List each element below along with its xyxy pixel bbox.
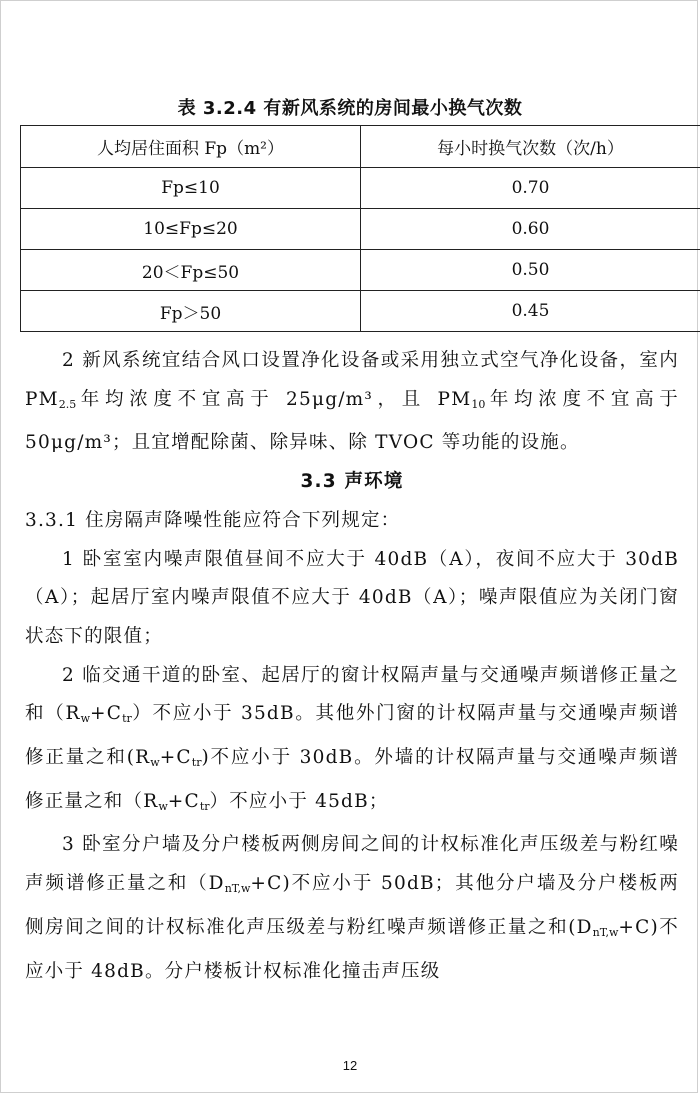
table-row	[21, 168, 700, 209]
air-change-table	[20, 125, 700, 332]
table-header-row	[21, 126, 700, 168]
cell-area: Fp≤10	[21, 168, 361, 209]
item-1: 1 卧室室内噪声限值昼间不应大于 40dB（A），夜间不应大于 30dB（A）；起居厅室内噪声限值不应大于 40dB（A）；噪声限值应为关闭门窗状态下的限值；	[25, 548, 679, 647]
body-text	[25, 342, 679, 991]
table-row	[21, 209, 700, 250]
section-heading: 3.3 声环境	[300, 471, 404, 493]
cell-rate: 0.60	[361, 209, 700, 250]
item-2: 2 临交通干道的卧室、起居厅的窗计权隔声量与交通噪声频谱修正量之和$(R_w+C_{tr})$不应小于 35dB。其他外门窗的计权隔声量与交通噪声频谱修正量之和$(R_w+C_{tr})$不应小于 30dB。外墙的计权隔声量与交通噪声频谱修正量之和$(R_w+C_{tr})$不应小于 45dB；	[25, 664, 679, 813]
cell-rate: 0.45	[361, 291, 700, 332]
table-row	[21, 291, 700, 332]
cell-area: Fp＞50	[21, 291, 361, 332]
paragraph-fresh-air: 2 新风系统宜结合风口设置净化设备或采用独立式空气净化设备，室内 $PM_{2.5}$年均浓度不宜高于 25μg/m³，且 $PM_{10}$年均浓度不宜高于 50μg/m³；且宜增配除菌、除异味、除 TVOC 等功能的设施。	[25, 350, 679, 454]
clause-3-3-1: 3.3.1 住房隔声降噪性能应符合下列规定：	[25, 509, 401, 531]
cell-rate: 0.50	[361, 250, 700, 291]
table-title: 表 3.2.4 有新风系统的房间最小换气次数	[177, 98, 523, 119]
page-number: 12	[342, 1058, 358, 1073]
item-3: 3 卧室分户墙及分户楼板两侧房间之间的计权标准化声压级差与粉红噪声频谱修正量之和$(D_{nT,w}+C)$不应小于 50dB；其他分户墙及分户楼板两侧房间之间的计权标准化声压级差与粉红噪声频谱修正量之和$(D_{nT,w}+C)$不应小于 48dB。分户楼板计权标准化撞击声压级	[25, 834, 679, 982]
header-area: 人均居住面积 Fp（m²）	[21, 126, 361, 168]
cell-rate: 0.70	[361, 168, 700, 209]
cell-area: 10≤Fp≤20	[21, 209, 361, 250]
cell-area: 20＜Fp≤50	[21, 250, 361, 291]
table-row	[21, 250, 700, 291]
header-rate: 每小时换气次数（次/h）	[361, 126, 700, 168]
